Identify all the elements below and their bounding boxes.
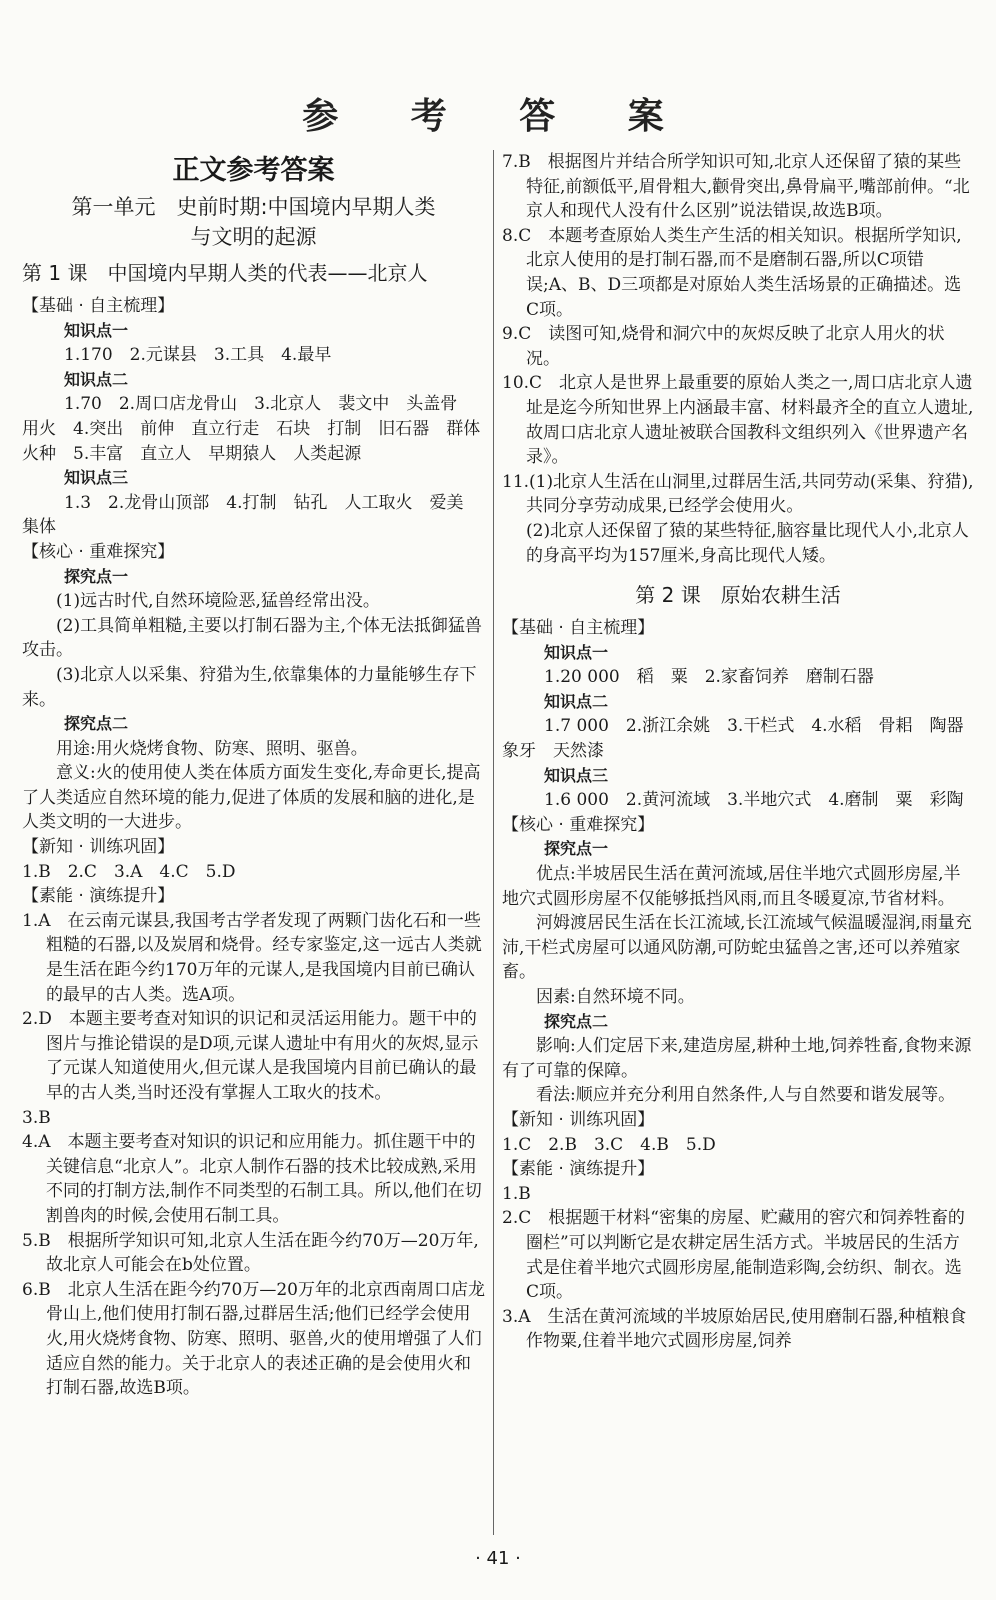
- page-title: 参 考 答 案: [302, 96, 694, 137]
- answer-text: 1.C 2.B 3.C 4.B 5.D: [502, 1134, 716, 1155]
- answer-text: 1.70 2.周口店龙骨山 3.北京人 裴文中 头盖骨 用火 4.突出 前伸 直立行走 石块 打制 旧石器 群体 火种 5.丰富 直立人 早期猿人 人类起源: [22, 394, 498, 464]
- knowledge-point-heading: 知识点一: [64, 320, 129, 340]
- question-answer: 7.B 根据图片并结合所学知识可知,北京人还保留了猿的某些特征,前额低平,眉骨粗大,颧骨突出,鼻骨扁平,嘴部前伸。“北京人和现代人没有什么区别”说法错误,故选B项。: [502, 152, 970, 222]
- answer-text: 优点:半坡居民生活在黄河流域,居住半地穴式圆形房屋,半地穴式圆形房屋不仅能够抵挡风雨,而且冬暖夏凉,节省材料。: [502, 864, 961, 909]
- question-answer: 1.A 在云南元谋县,我国考古学者发现了两颗门齿化石和一些粗糙的石器,以及炭屑和烧骨。经专家鉴定,这一远古人类就是生活在距今约170万年的元谋人,是我国境内目前已确认的最早的古人类。选A项。: [22, 910, 482, 1005]
- question-answer: 11.(1)北京人生活在山洞里,过群居生活,共同劳动(采集、狩猎),共同分享劳动成果,已经学会使用火。: [502, 471, 974, 517]
- unit-title: 第一单元 史前时期:中国境内早期人类: [71, 195, 436, 219]
- answer-text: 意义:火的使用使人类在体质方面发生变化,寿命更长,提高了人类适应自然环境的能力,促进了体质的发展和脑的进化,是人类文明的一大进步。: [22, 763, 481, 833]
- block-heading: 【素能 · 演练提升】: [22, 886, 175, 907]
- question-answer: 5.B 根据所学知识可知,北京人生活在距今约70万—20万年,故北京人可能会在b处位置。: [22, 1230, 479, 1276]
- answer-text: 1.20 000 稻 粟 2.家畜饲养 磨制石器: [544, 667, 874, 688]
- question-answer: 4.A 本题主要考查对知识的识记和应用能力。抓住题干中的关键信息“北京人”。北京人制作石器的技术比较成熟,采用不同的打制方法,制作不同类型的石制工具。所以,他们在切割兽肉的时候,会使用石制工具。: [22, 1132, 482, 1226]
- answer-text: (1)远古时代,自然环境险恶,猛兽经常出没。: [56, 591, 380, 612]
- knowledge-point-heading: 知识点二: [544, 691, 609, 711]
- knowledge-point-heading: 知识点三: [544, 765, 609, 785]
- question-answer: 1.B: [502, 1183, 531, 1204]
- explore-point-heading: 探究点一: [64, 566, 129, 586]
- unit-title-line2: 与文明的起源: [190, 225, 317, 249]
- page-number: · 41 ·: [475, 1548, 521, 1569]
- answer-text: 影响:人们定居下来,建造房屋,耕种土地,饲养牲畜,食物来源有了可靠的保障。: [502, 1036, 972, 1081]
- section-title: 正文参考答案: [172, 155, 335, 186]
- block-heading: 【新知 · 训练巩固】: [502, 1109, 655, 1130]
- explore-point-heading: 探究点二: [544, 1011, 609, 1031]
- question-answer: 6.B 北京人生活在距今约70万—20万年的北京西南周口店龙骨山上,他们使用打制石器,过群居生活;他们已经学会使用火,用火烧烤食物、防寒、照明、驱兽,火的使用增强了人们适应自然的能力。关于北京人的表述正确的是会使用火和打制石器,故选B项。: [22, 1279, 485, 1399]
- knowledge-point-heading: 知识点二: [64, 369, 129, 389]
- answer-text: 河姆渡居民生活在长江流域,长江流域气候温暖湿润,雨量充沛,干栏式房屋可以通风防潮,可防蛇虫猛兽之害,还可以养殖家畜。: [502, 913, 972, 983]
- knowledge-point-heading: 知识点三: [64, 468, 129, 488]
- answer-text: 因素:自然环境不同。: [536, 987, 695, 1007]
- knowledge-point-heading: 知识点一: [544, 642, 609, 662]
- block-heading: 【新知 · 训练巩固】: [22, 837, 175, 858]
- column-divider: [493, 150, 494, 1535]
- question-answer: 8.C 本题考查原始人类生产生活的相关知识。根据所学知识,北京人使用的是打制石器,而不是磨制石器,所以C项错误;A、B、D三项都是对原始人类生活场景的正确描述。选C项。: [502, 225, 962, 320]
- answer-text: 1.3 2.龙骨山顶部 4.打制 钻孔 人工取火 爱美 集体: [22, 492, 481, 538]
- answer-text: 1.170 2.元谋县 3.工具 4.最早: [64, 345, 332, 366]
- answer-text: 用途:用火烧烤食物、防寒、照明、驱兽。: [56, 738, 368, 759]
- explore-point-heading: 探究点一: [544, 839, 609, 859]
- right-column: [502, 150, 981, 1550]
- block-heading: 【基础 · 自主梳理】: [502, 618, 655, 639]
- answer-text: 1.B 2.C 3.A 4.C 5.D: [22, 861, 236, 882]
- block-heading: 【核心 · 重难探究】: [22, 541, 175, 562]
- question-answer: 2.D 本题主要考查对知识的识记和灵活运用能力。题干中的图片与推论错误的是D项,元谋人遗址中有用火的灰烬,显示了元谋人知道使用火,但元谋人是我国境内目前已确认的最早的古人类,当时还没有掌握人工取火的技术。: [22, 1009, 479, 1103]
- block-heading: 【素能 · 演练提升】: [502, 1159, 655, 1180]
- question-answer: 3.B: [22, 1107, 51, 1128]
- answer-text: 1.6 000 2.黄河流域 3.半地穴式 4.磨制 粟 彩陶: [544, 790, 964, 811]
- lesson-title: 第 1 课 中国境内早期人类的代表——北京人: [22, 261, 428, 285]
- block-heading: 【基础 · 自主梳理】: [22, 296, 175, 316]
- answer-text: (3)北京人以采集、狩猎为生,依靠集体的力量能够生存下来。: [22, 664, 477, 710]
- answer-text: (2)工具简单粗糙,主要以打制石器为主,个体无法抵御猛兽攻击。: [22, 615, 482, 661]
- answer-text: 看法:顺应并充分利用自然条件,人与自然要和谐发展等。: [536, 1085, 956, 1106]
- lesson-title: 第 2 课 原始农耕生活: [635, 583, 841, 608]
- explore-point-heading: 探究点二: [64, 714, 129, 734]
- question-answer: 2.C 根据题干材料“密集的房屋、贮藏用的窖穴和饲养牲畜的圈栏”可以判断它是农耕定居生活方式。半坡居民的生活方式是住着半地穴式圆形房屋,能制造彩陶,会纺织、制衣。选C项。: [502, 1208, 965, 1303]
- question-answer: 9.C 读图可知,烧骨和洞穴中的灰烬反映了北京人用火的状况。: [502, 324, 945, 369]
- question-answer: 3.A 生活在黄河流域的半坡原始居民,使用磨制石器,种植粮食作物粟,住着半地穴式圆形房屋,饲养: [502, 1306, 967, 1352]
- left-column: [22, 150, 498, 1550]
- answer-text: 1.7 000 2.浙江余姚 3.干栏式 4.水稻 骨耜 陶器 象牙 天然漆: [502, 716, 981, 762]
- block-heading: 【核心 · 重难探究】: [502, 814, 655, 835]
- question-answer: (2)北京人还保留了猿的某些特征,脑容量比现代人小,北京人的身高平均为157厘米,身高比现代人矮。: [526, 520, 969, 566]
- question-answer: 10.C 北京人是世界上最重要的原始人类之一,周口店北京人遗址是迄今所知世界上内涵最丰富、材料最齐全的直立人遗址,故周口店北京人遗址被联合国教科文组织列入《世界遗产名录》。: [502, 373, 974, 468]
